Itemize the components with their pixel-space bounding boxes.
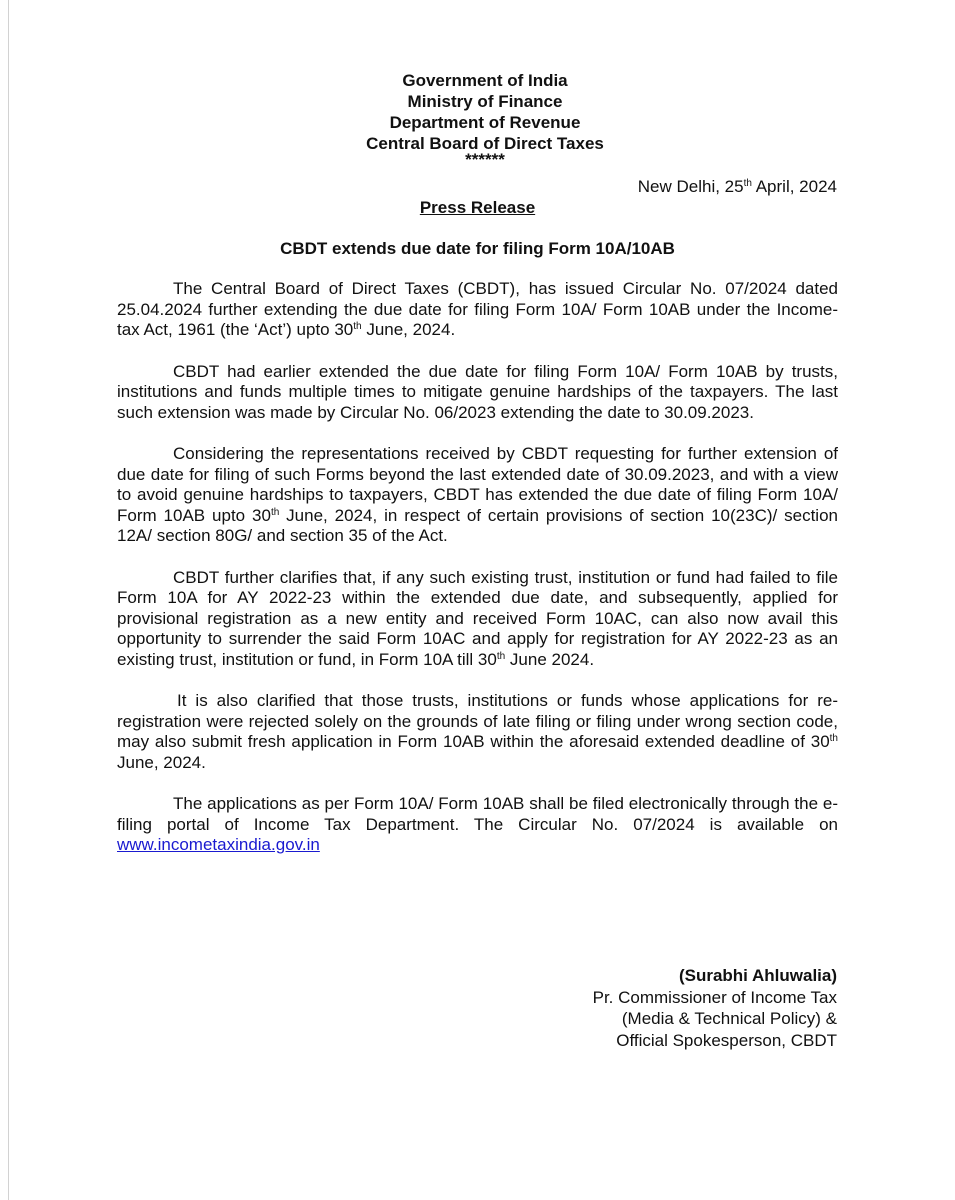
paragraph-1-sup: th [353, 321, 362, 332]
paragraph-5-text-end: June, 2024. [117, 752, 206, 772]
paragraph-1-text: The Central Board of Direct Taxes (CBDT), has issued Circular No. 07/2024 dated 25.04.2024 further extending the due date for filing Form 10A/ Form 10AB under the Income-tax Act, 1961 (the ‘Act’) upto 30 [117, 279, 838, 339]
paragraph-5 [117, 691, 838, 773]
press-release-title: Press Release [419, 198, 536, 217]
paragraph-1 [117, 279, 838, 341]
paragraph-3-sup: th [270, 506, 280, 518]
page-edge-line [8, 0, 9, 1200]
paragraph-3 [117, 444, 838, 547]
header-stars: ****** [465, 150, 505, 169]
paragraph-3-text: Considering the representations received by CBDT requesting for further extension of due date for filing of such Forms beyond the last extended date of 30.09.2023, and with a view to avoid genuine hardships to taxpayers, CBDT has extended the due date of filing Form 10A/ Form 10AB upto 30 [117, 444, 838, 525]
paragraph-4-sup: th [496, 650, 506, 662]
letterhead [290, 70, 680, 169]
signatory-title-2: (Media & Technical Policy) & [621, 1009, 837, 1028]
paragraph-6-text: The applications as per Form 10A/ Form 10AB shall be filed electronically through the e-filing portal of Income Tax Department. The Circular No. 07/2024 is available on [117, 794, 838, 834]
paragraph-3-text-end: June, 2024, in respect of certain provisions of section 10(23C)/ section 12A/ section 80G/ and section 35 of the Act. [117, 505, 838, 545]
dateline-prefix: New Delhi, 25 [637, 177, 744, 196]
paragraph-5-sup: th [829, 733, 838, 744]
dateline [638, 176, 837, 197]
signatory-name: (Surabhi Ahluwalia) [678, 966, 837, 985]
paragraph-2: CBDT had earlier extended the due date for filing Form 10A/ Form 10AB by trusts, institutions and funds multiple times to mitigate genuine hardships of the taxpayers. The last such extension was made by Circular No. 06/2023 extending the date to 30.09.2023. [117, 361, 838, 422]
paragraph-4 [117, 568, 838, 671]
dateline-sup: th [743, 178, 752, 189]
header-government: Government of India [402, 71, 568, 90]
header-board: Central Board of Direct Taxes [366, 134, 604, 153]
signatory-title-1: Pr. Commissioner of Income Tax [592, 987, 837, 1007]
paragraph-4-text-end: June 2024. [505, 649, 595, 669]
subject-heading: CBDT extends due date for filing Form 10A/10AB [280, 239, 675, 258]
paragraph-6 [117, 794, 838, 856]
paragraph-1-text-end: June, 2024. [361, 320, 456, 339]
signatory-title-3: Official Spokesperson, CBDT [616, 1030, 837, 1050]
incometaxindia-link[interactable]: www.incometaxindia.gov.in [117, 835, 320, 854]
header-department: Department of Revenue [389, 113, 581, 132]
dateline-suffix: April, 2024 [751, 177, 837, 196]
press-release-body [117, 279, 838, 877]
header-ministry: Ministry of Finance [407, 92, 563, 111]
signature-block [593, 965, 837, 1051]
press-release-heading [0, 197, 955, 218]
paragraph-5-text: It is also clarified that those trusts, institutions or funds whose applications for re-registration were rejected solely on the grounds of late filing or filing under wrong section code, may also submit fresh application in Form 10AB within the aforesaid extended deadline of 30 [117, 691, 838, 751]
paragraph-4-text: CBDT further clarifies that, if any such existing trust, institution or fund had failed to file Form 10A for AY 2022-23 within the extended due date, and subsequently, applied for provisional registration as a new entity and received Form 10AC, can also now avail this opportunity to surrender the said Form 10AC and apply for registration for AY 2022-23 as an existing trust, institution or fund, in Form 10A till 30 [117, 567, 838, 669]
